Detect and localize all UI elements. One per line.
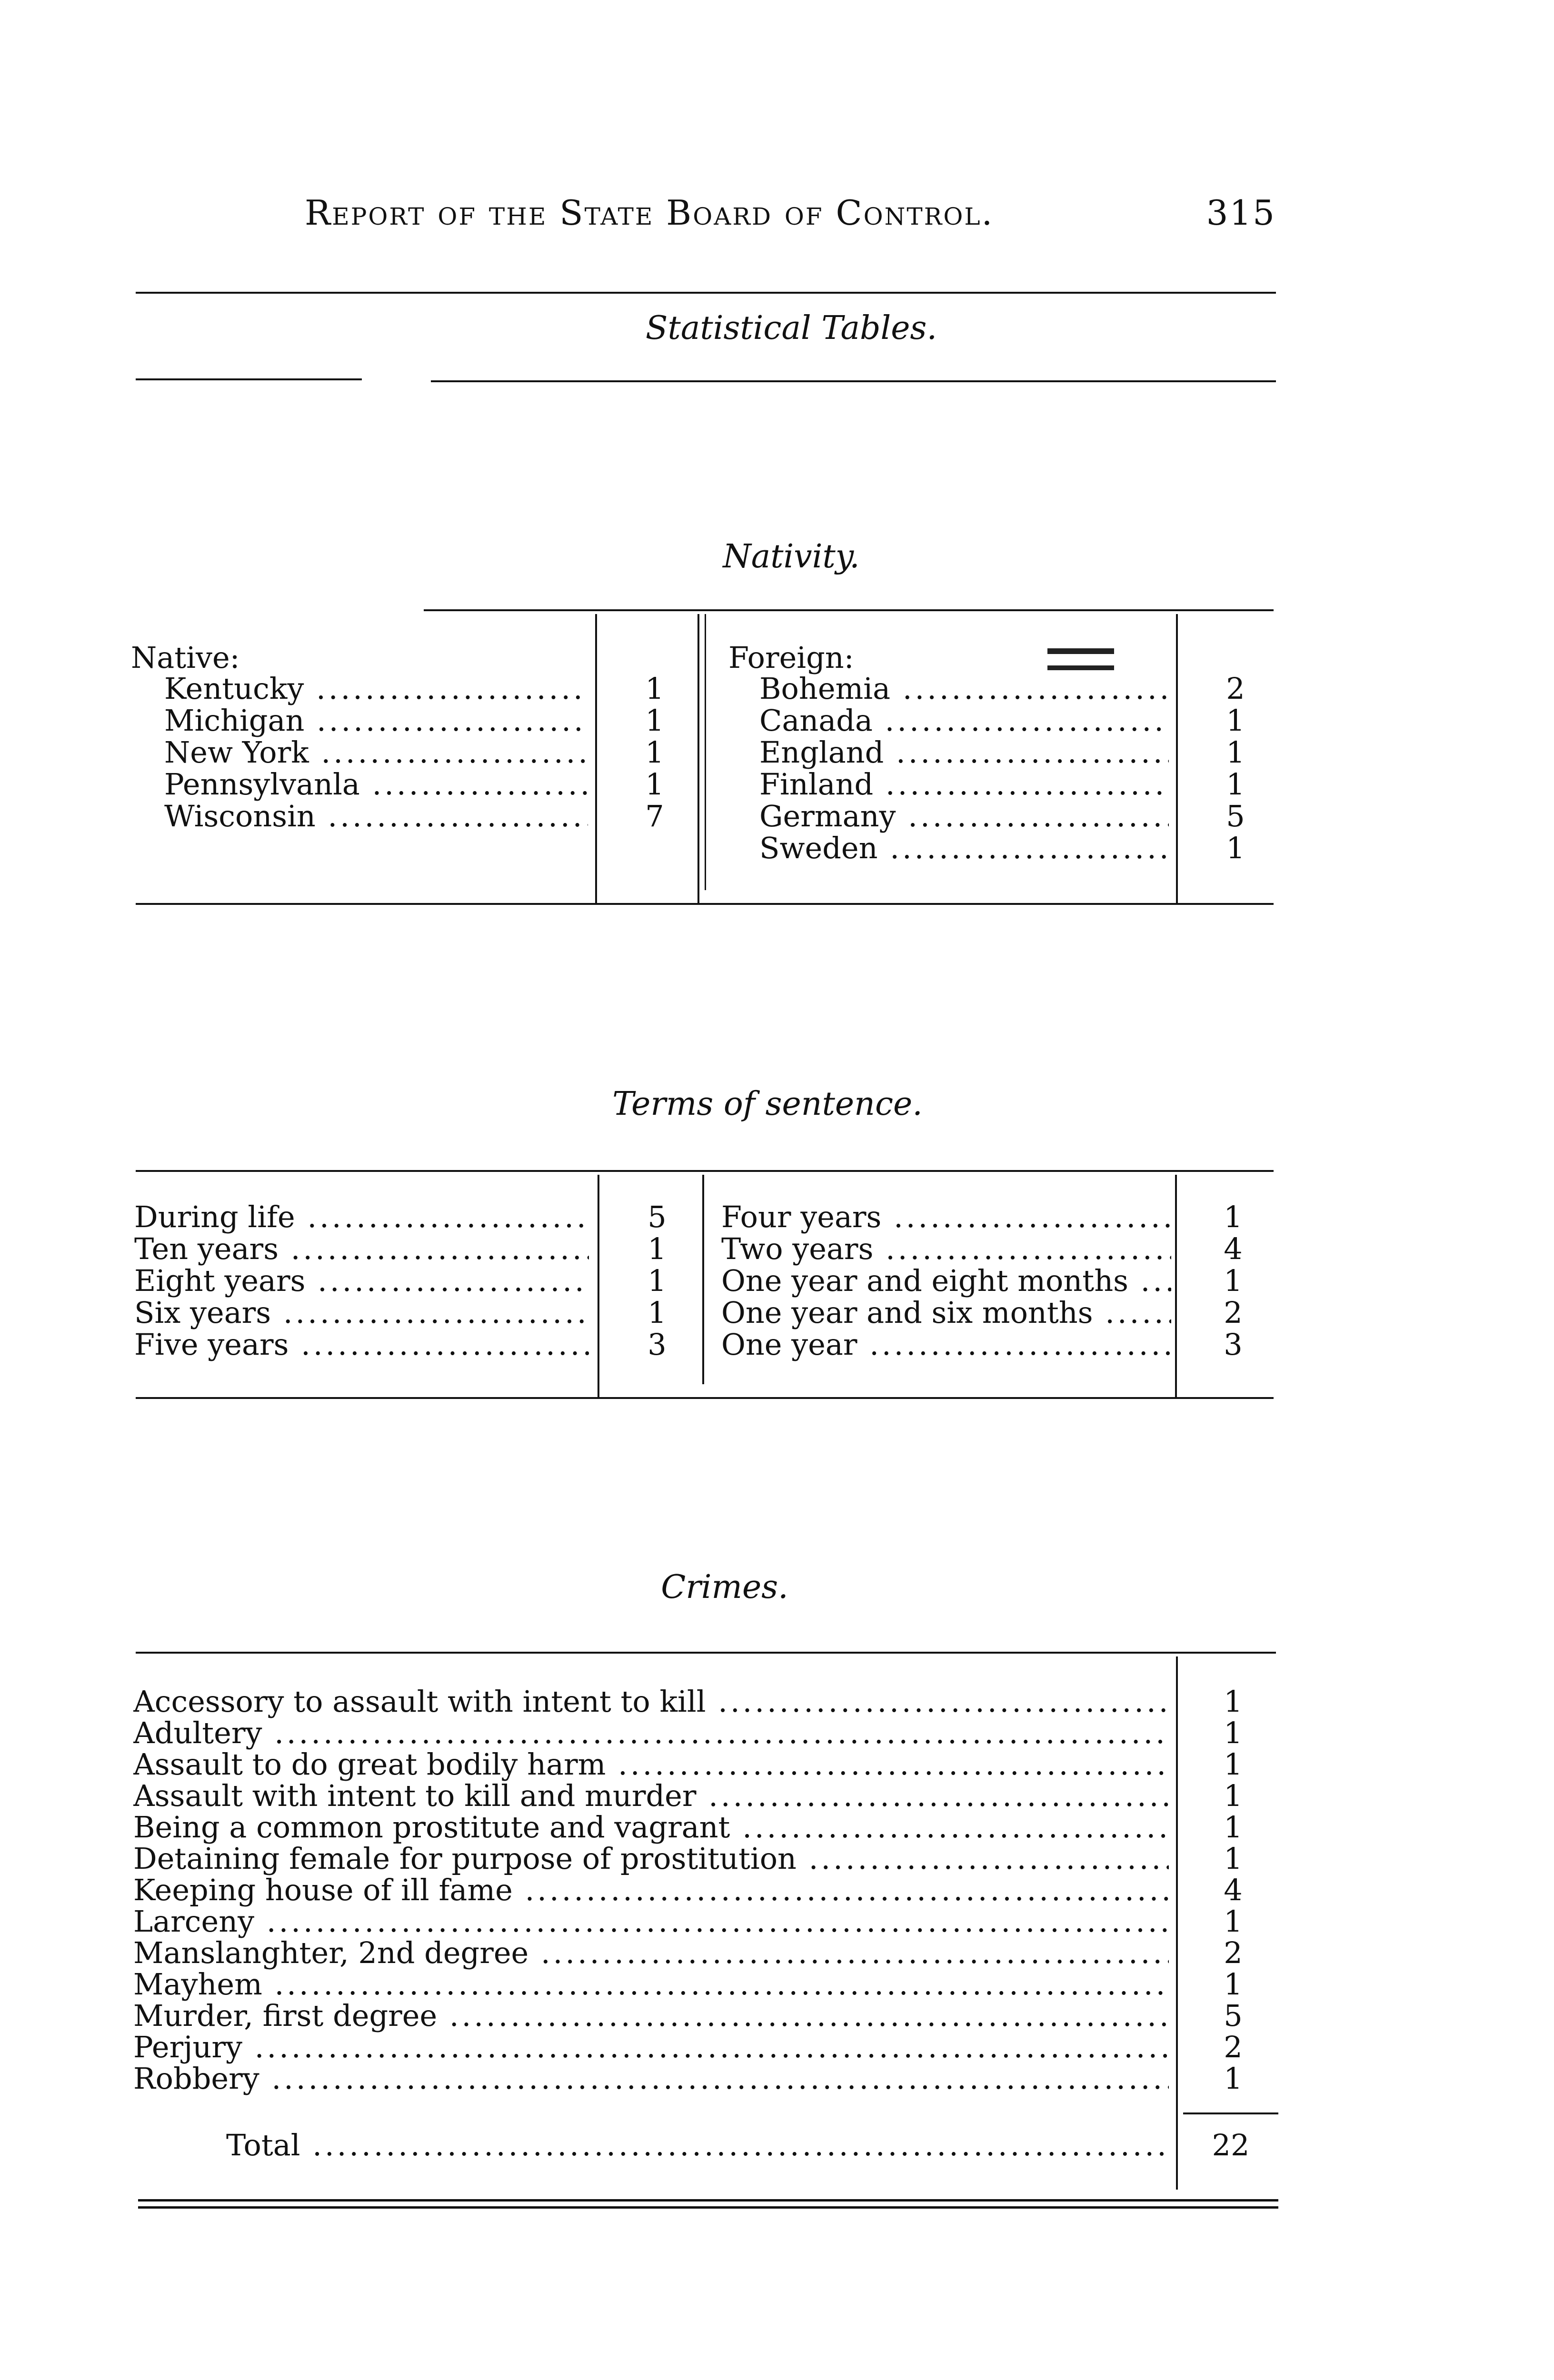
row-label: Four years ..... — [721, 1200, 1171, 1234]
row-label: Perjury ..... — [133, 2030, 1169, 2064]
print-smudge — [1047, 648, 1114, 654]
total-value: 22 — [1212, 2128, 1250, 2162]
row-value: 1 — [648, 1231, 667, 1266]
row-label: One year and six months ..... — [721, 1295, 1171, 1330]
terms-divider-1 — [598, 1175, 599, 1397]
row-value: 3 — [1224, 1327, 1243, 1362]
row-label: Mayhem ..... — [133, 1967, 1169, 2002]
row-value: 1 — [1224, 1841, 1243, 1876]
row-value: 1 — [1224, 1263, 1243, 1298]
nativity-caption: Nativity. — [723, 538, 860, 575]
nativity-divider-2 — [697, 614, 699, 903]
row-label: Kentucky ..... — [164, 671, 588, 706]
foreign-heading: Foreign: — [728, 640, 854, 675]
row-label: Manslanghter, 2nd degree ..... — [133, 1935, 1169, 1970]
row-label: Being a common prostitute and vagrant ..... — [133, 1810, 1169, 1844]
row-value: 2 — [1224, 2030, 1243, 2064]
row-value: 2 — [1224, 1935, 1243, 1970]
row-label: Two years ..... — [721, 1231, 1171, 1266]
row-label: Michigan ..... — [164, 703, 588, 738]
row-value: 1 — [1224, 1200, 1243, 1234]
row-value: 1 — [645, 767, 664, 802]
row-value: 1 — [1226, 703, 1245, 738]
page-number: 315 — [1206, 193, 1276, 233]
row-label: Canada ..... — [759, 703, 1169, 738]
row-label: Keeping house of ill fame ..... — [133, 1873, 1169, 1907]
row-value: 1 — [1224, 2061, 1243, 2096]
row-label: Detaining female for purpose of prostitution ..... — [133, 1841, 1169, 1876]
row-label: Murder, first degree ..... — [133, 1998, 1169, 2033]
row-value: 1 — [1224, 1904, 1243, 1939]
row-value: 1 — [1226, 767, 1245, 802]
terms-bottom-rule — [136, 1397, 1274, 1399]
nativity-bottom-rule — [136, 903, 1274, 905]
row-value: 1 — [1224, 1716, 1243, 1750]
native-heading: Native: — [131, 640, 240, 675]
row-label: Six years ..... — [134, 1295, 589, 1330]
crimes-caption: Crimes. — [661, 1568, 788, 1606]
crimes-bottom-rule — [138, 2199, 1278, 2202]
row-value: 2 — [1226, 671, 1245, 706]
row-value: 1 — [1224, 1747, 1243, 1782]
section-rule-left — [136, 378, 362, 380]
row-value: 5 — [1224, 1998, 1243, 2033]
row-value: 1 — [1226, 831, 1245, 865]
row-label: Larceny ..... — [133, 1904, 1169, 1939]
row-value: 1 — [648, 1295, 667, 1330]
row-value: 2 — [1224, 1295, 1243, 1330]
nativity-divider-1 — [595, 614, 597, 903]
section-rule-right — [431, 380, 1276, 382]
row-value: 1 — [1224, 1778, 1243, 1813]
row-label: Assault with intent to kill and murder ..... — [133, 1778, 1169, 1813]
row-value: 5 — [648, 1200, 667, 1234]
row-value: 4 — [1224, 1873, 1243, 1907]
row-label: New York ..... — [164, 735, 588, 770]
nativity-divider-4 — [1176, 614, 1178, 903]
row-label: Germany ..... — [759, 799, 1169, 833]
terms-caption: Terms of sentence. — [612, 1085, 923, 1123]
row-label: Pennsylvanla ..... — [164, 767, 588, 802]
row-label: One year and eight months ..... — [721, 1263, 1171, 1298]
nativity-top-rule — [424, 609, 1274, 611]
row-label: Finland ..... — [759, 767, 1169, 802]
row-value: 1 — [645, 671, 664, 706]
row-value: 1 — [648, 1263, 667, 1298]
row-label: England ..... — [759, 735, 1169, 770]
section-title: Statistical Tables. — [645, 309, 937, 347]
terms-divider-2 — [702, 1175, 704, 1384]
row-label: Sweden ..... — [759, 831, 1169, 865]
row-value: 3 — [648, 1327, 667, 1362]
row-label: Assault to do great bodily harm ..... — [133, 1747, 1169, 1782]
row-label: Accessory to assault with intent to kill ..... — [133, 1684, 1169, 1719]
row-label: Adultery ..... — [133, 1716, 1169, 1750]
total-rule — [1183, 2112, 1278, 2114]
row-label: Bohemia ..... — [759, 671, 1169, 706]
row-label: Eight years ..... — [134, 1263, 589, 1298]
row-value: 1 — [645, 735, 664, 770]
crimes-divider — [1176, 1656, 1178, 2190]
row-label: Five years ..... — [134, 1327, 589, 1362]
print-smudge — [1047, 665, 1114, 670]
crimes-bottom-rule-2 — [138, 2206, 1278, 2209]
nativity-divider-3 — [705, 614, 706, 890]
header-rule — [136, 292, 1276, 294]
row-label: Ten years ..... — [134, 1231, 589, 1266]
row-label: Robbery ..... — [133, 2061, 1169, 2096]
row-label: Wisconsin ..... — [164, 799, 588, 833]
row-value: 1 — [1226, 735, 1245, 770]
row-value: 1 — [1224, 1967, 1243, 2002]
row-value: 1 — [1224, 1684, 1243, 1719]
row-value: 4 — [1224, 1231, 1243, 1266]
running-title: Report of the State Board of Control. — [305, 193, 994, 233]
row-value: 1 — [1224, 1810, 1243, 1844]
crimes-top-rule — [136, 1652, 1276, 1654]
terms-divider-3 — [1175, 1175, 1177, 1397]
row-value: 5 — [1226, 799, 1245, 833]
row-value: 7 — [645, 799, 664, 833]
total-label: Total ..... — [226, 2128, 1169, 2162]
terms-top-rule — [136, 1170, 1274, 1172]
row-label: One year ..... — [721, 1327, 1171, 1362]
row-value: 1 — [645, 703, 664, 738]
row-label: During life ..... — [134, 1200, 589, 1234]
